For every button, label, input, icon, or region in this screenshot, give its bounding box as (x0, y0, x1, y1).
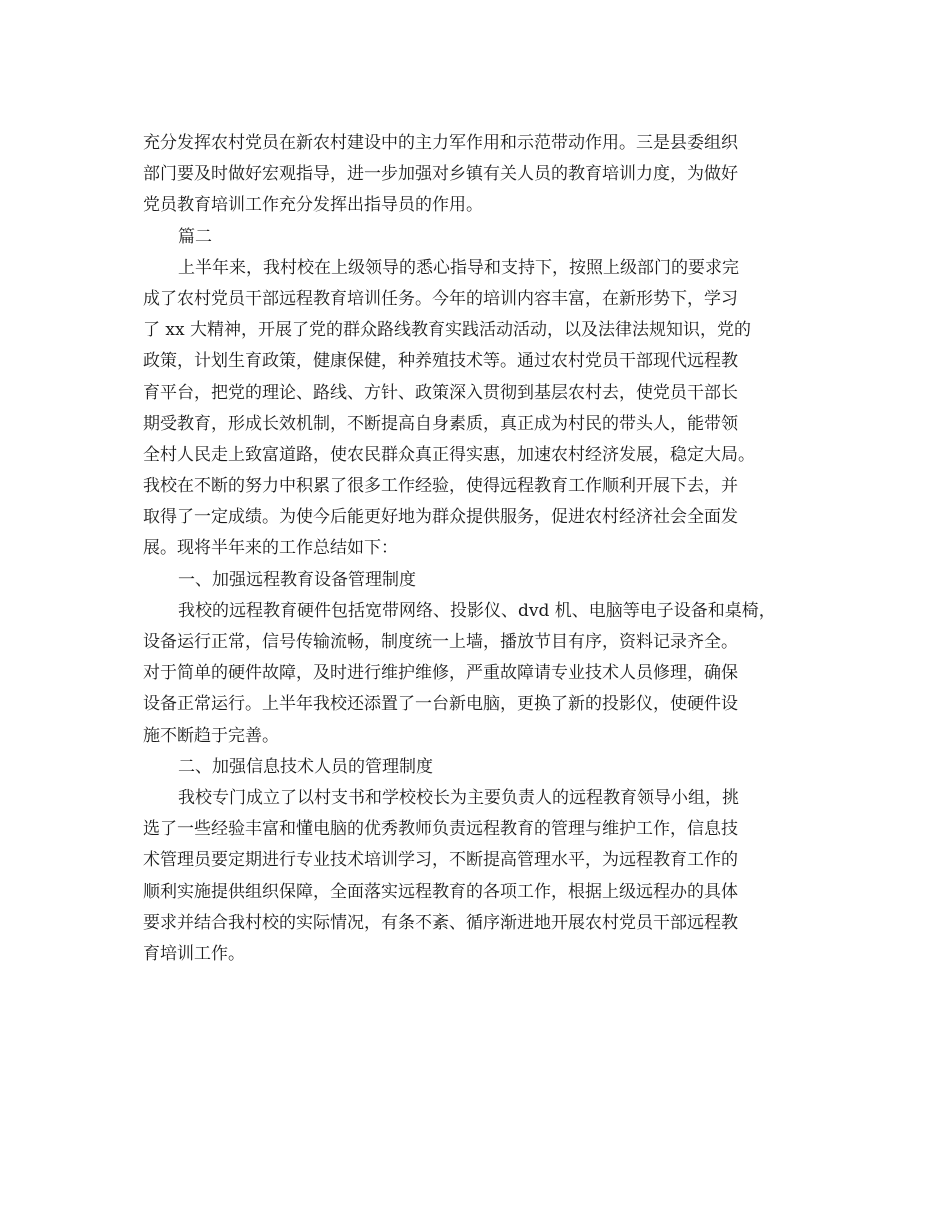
text-line: 部门要及时做好宏观指导，进一步加强对乡镇有关人员的教育培训力度，为做好 (143, 164, 738, 185)
text-line: 展。现将半年来的工作总结如下： (143, 538, 398, 559)
text-line: 对于简单的硬件故障，及时进行维护维修，严重故障请专业技术人员修理，确保 (143, 663, 738, 684)
text-line: 顺利实施提供组织保障，全面落实远程教育的各项工作，根据上级远程办的具体 (143, 881, 738, 902)
text-line: 篇二 (178, 226, 212, 247)
text-line: 术管理员要定期进行专业技术培训学习，不断提高管理水平，为远程教育工作的 (143, 850, 738, 871)
text-line: 我校的远程教育硬件包括宽带网络、投影仪、dvd 机、电脑等电子设备和桌椅， (178, 600, 776, 621)
text-line: 一、加强远程教育设备管理制度 (178, 569, 416, 590)
text-line: 我校在不断的努力中积累了很多工作经验，使得远程教育工作顺利开展下去，并 (143, 476, 738, 497)
text-line: 了 xx 大精神，开展了党的群众路线教育实践活动活动，以及法律法规知识，党的 (143, 320, 751, 341)
text-line: 施不断趋于完善。 (143, 725, 279, 746)
text-line: 设备正常运行。上半年我校还添置了一台新电脑，更换了新的投影仪，使硬件设 (143, 694, 738, 715)
text-line: 成了农村党员干部远程教育培训任务。今年的培训内容丰富，在新形势下，学习 (143, 288, 738, 309)
text-line: 党员教育培训工作充分发挥出指导员的作用。 (143, 195, 483, 216)
text-line: 取得了一定成绩。为使今后能更好地为群众提供服务，促进农村经济社会全面发 (143, 507, 738, 528)
text-line: 政策，计划生育政策，健康保健，种养殖技术等。通过农村党员干部现代远程教 (143, 351, 738, 372)
text-line: 我校专门成立了以村支书和学校校长为主要负责人的远程教育领导小组，挑 (178, 787, 739, 808)
text-line: 期受教育，形成长效机制，不断提高自身素质，真正成为村民的带头人，能带领 (143, 413, 738, 434)
text-line: 设备运行正常，信号传输流畅，制度统一上墙，播放节目有序，资料记录齐全。 (143, 632, 738, 652)
text-line: 选了一些经验丰富和懂电脑的优秀教师负责远程教育的管理与维护工作，信息技 (143, 819, 738, 840)
text-line: 育平台，把党的理论、路线、方针、政策深入贯彻到基层农村去，使党员干部长 (143, 382, 738, 403)
text-line: 二、加强信息技术人员的管理制度 (178, 756, 433, 777)
text-line: 要求并结合我村校的实际情况，有条不紊、循序渐进地开展农村党员干部远程教 (143, 912, 738, 933)
document-body (143, 128, 823, 970)
text-line: 育培训工作。 (143, 943, 245, 964)
text-line: 全村人民走上致富道路，使农民群众真正得实惠，加速农村经济发展，稳定大局。 (143, 444, 755, 465)
text-line: 充分发挥农村党员在新农村建设中的主力军作用和示范带动作用。三是县委组织 (143, 133, 738, 153)
text-line: 上半年来，我村校在上级领导的悉心指导和支持下，按照上级部门的要求完 (178, 257, 739, 278)
